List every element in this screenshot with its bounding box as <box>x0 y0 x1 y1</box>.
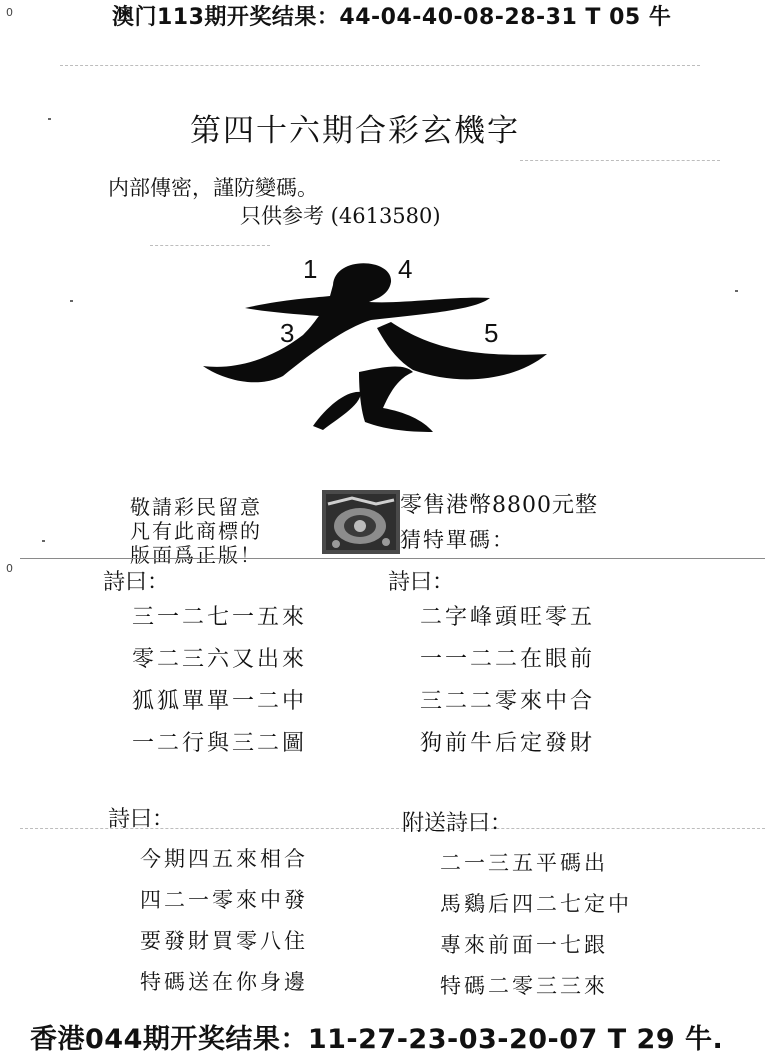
brand-seal-logo <box>322 490 400 554</box>
poem-3-line: 今期四五來相合 <box>140 847 308 871</box>
poem-4-line: 馬鷄后四二七定中 <box>440 892 632 916</box>
notice-left <box>130 495 262 567</box>
character-number-4: 4 <box>398 254 413 284</box>
margin-mark-top: 0 <box>6 6 13 19</box>
margin-mark-middle: 0 <box>6 562 13 575</box>
poem-3-heading: 詩曰： <box>108 807 175 832</box>
brush-character-graphic <box>195 250 555 445</box>
notice-left-line: 敬請彩民留意 <box>130 495 262 519</box>
character-number-3: 3 <box>280 318 295 348</box>
poem-2-line: 二字峰頭旺零五 <box>420 605 596 630</box>
price-note: 零售港幣8800元整 <box>400 493 598 518</box>
poem-1-line: 零二三六又出來 <box>132 647 308 672</box>
bottom-result-banner: 香港044期开奖结果：11-27-23-03-20-07 T 29 牛. <box>30 1024 724 1055</box>
poem-3-line: 要發財買零八住 <box>140 929 308 953</box>
top-result-banner: 澳门113期开奖结果：44-04-40-08-28-31 T 05 牛 <box>112 5 672 30</box>
scan-line <box>60 65 700 66</box>
poem-4-line: 二一三五平碼出 <box>440 851 608 875</box>
scan-speck <box>48 118 51 120</box>
subtitle-reference-note: 只供参考 (4613580) <box>240 204 441 228</box>
poem-2-line: 狗前牛后定發財 <box>420 731 596 756</box>
poem-2-line: 三二二零來中合 <box>420 689 596 714</box>
brush-stroke-lower-left <box>313 392 361 430</box>
page-title: 第四十六期合彩玄機字 <box>190 113 520 149</box>
section-divider <box>20 558 765 559</box>
poem-3-line: 四二一零來中發 <box>140 888 308 912</box>
notice-left-line: 凡有此商標的 <box>130 519 262 543</box>
poem-1-line: 狐狐單單一二中 <box>132 689 308 714</box>
scan-line <box>520 160 720 161</box>
poem-1-heading: 詩曰： <box>103 570 170 595</box>
poem-1-line: 三一二七一五來 <box>132 605 308 630</box>
poem-2-heading: 詩曰： <box>388 570 455 595</box>
scan-speck <box>42 540 45 542</box>
poem-2-line: 一一二二在眼前 <box>420 647 596 672</box>
character-number-1: 1 <box>303 254 318 284</box>
scan-speck <box>70 300 73 302</box>
poem-4-heading: 附送詩曰： <box>402 811 513 836</box>
poem-4-line: 專來前面一七跟 <box>440 933 608 957</box>
scan-line <box>150 245 270 246</box>
special-code-note: 猜特單碼： <box>400 528 515 552</box>
poem-4-line: 特碼二零三三來 <box>440 974 608 998</box>
poem-3-line: 特碼送在你身邊 <box>140 970 308 994</box>
poem-1-line: 一二行與三二圖 <box>132 731 308 756</box>
character-number-5: 5 <box>484 318 499 348</box>
brush-stroke-lower-right <box>359 367 433 432</box>
subtitle-secret-note: 内部傳密，謹防變碼。 <box>108 176 318 200</box>
scan-speck <box>735 290 738 292</box>
notice-left-line: 版面爲正版！ <box>130 543 262 567</box>
